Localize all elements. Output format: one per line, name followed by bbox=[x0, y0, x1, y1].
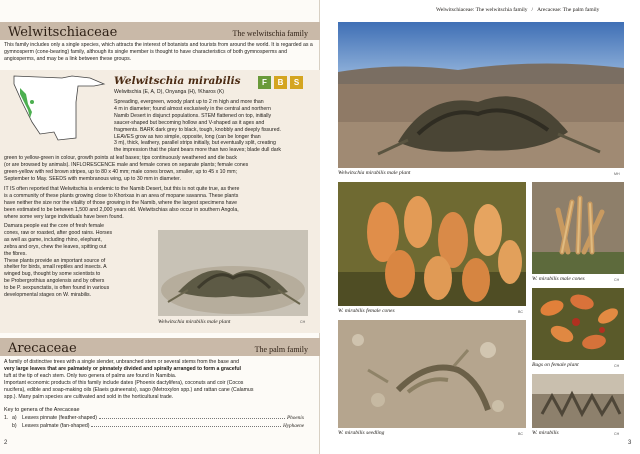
photo-credit: CH bbox=[614, 364, 620, 368]
photo-caption: Welwitschia mirabilis male plant bbox=[338, 170, 411, 176]
photo-bugs bbox=[532, 288, 624, 360]
photo-credit: BC bbox=[518, 432, 523, 436]
photo-female-cones bbox=[338, 182, 526, 306]
family-name: Arecaceae bbox=[8, 341, 77, 356]
species-text-full: green to yellow-green in colour, growth points at leaf bases; tips continuously weathered and die back (or are browsed by animals). INFLORESCENCE male and female cones on separate plants; female cones green-yellow with red brown stripes, up to 80 x 40 mm; male cones brown, smaller, up to 45 x 10 mm; September to May. SEEDS with membranous wing, up to 30 mm in diameter. bbox=[4, 155, 249, 182]
page-number-left: 2 bbox=[4, 440, 8, 446]
photo-caption: Bugs on female plant bbox=[532, 362, 579, 368]
namibia-map-icon bbox=[6, 72, 110, 152]
photo-credit: CH bbox=[614, 278, 620, 282]
species-text-para2: IT IS often reported that Welwitschia is endemic to the Namib Desert, but this is not quite true, as there is a community of these plants growing close to Khorixas in an area of mopane savanna. These plants have neither the size nor the vitality of those growing in the Namib, where the largest specimens have been estimated to be between 1,500 and 2,000 years old. Welwitschias also occur in southern Angola, where some very large individuals have been found. bbox=[4, 186, 240, 220]
family-common-name: The welwitschia family bbox=[232, 29, 308, 38]
photo-caption: W. mirabilis bbox=[532, 430, 559, 436]
family-common-name: The palm family bbox=[254, 345, 308, 354]
species-text-para3: Damara people eat the core of fresh female cones, raw or roasted, after good rains. Horses as well as game, including rhino, elephant, zebra and oryx, chew the leaves, spitting out the fibres. These plants provide an important source of shelter for birds, small reptiles and insects. A winged bug, thought by some scientists to be Probergrothius angolensis and by others to be P. sexpunctatis, is often found in various developmental stages on W. mirabilis. bbox=[4, 223, 113, 299]
badge-s: S bbox=[290, 76, 303, 89]
badge-f: F bbox=[258, 76, 271, 89]
male-plant-credit: CH bbox=[300, 320, 306, 324]
photo-credit: BC bbox=[518, 310, 523, 314]
distribution-map bbox=[6, 72, 110, 152]
key-heading: Key to genera of the Arecaceae bbox=[4, 407, 80, 413]
species-title: Welwitschia mirabilis bbox=[114, 75, 241, 87]
photo-credit: CH bbox=[614, 432, 620, 436]
photo-mirabilis bbox=[532, 374, 624, 428]
species-common-names: Welwitschia (E, A, D), Onyanga (H), !Kharos (K) bbox=[114, 89, 225, 95]
badge-b: B bbox=[274, 76, 287, 89]
photo-credit: MH bbox=[614, 172, 620, 176]
photo-seedling bbox=[338, 320, 526, 428]
welwitschiaceae-header bbox=[0, 22, 320, 40]
key-row: b) Leaves palmate (fan-shaped) Hyphaene bbox=[12, 423, 304, 429]
arecaceae-description: A family of distinctive trees with a single slender, unbranched stem or several stems from the base and very large leaves that are palmately or pinnately divided and spirally arranged to form a graceful tuft at the tip of each stem. Only two genera of palms are found in Namibia. Important economic products of this family include dates (Phoenix dactylifera), coconuts and coir (Cocos nucifera), edible and soap-making oils (Elaeis guineensis), sago (Metroxylon spp.) and rattan cane (Calamus spp.). Many palm species are cultivated and sold in the horticultural trade. bbox=[4, 359, 254, 400]
badge-group bbox=[258, 76, 303, 89]
family-name: Welwitschiaceae bbox=[8, 25, 118, 40]
male-plant-photo bbox=[158, 230, 308, 316]
page-number-right: 3 bbox=[628, 440, 632, 446]
photo-male-cones bbox=[532, 182, 624, 274]
family-description: This family includes only a single species, which attracts the interest of botanists and tourists from around the world. It is regarded as a gymnosperm (cone-bearing) family, although its single member is thought to have characteristics of both gymnosperms and angiosperms, and may be a link between these groups. bbox=[4, 42, 313, 62]
arecaceae-header bbox=[0, 338, 320, 356]
photo-caption: W. mirabilis male cones bbox=[532, 276, 585, 282]
running-head: Welwitschiaceae: The welwitschia family / Arecaceae: The palm family bbox=[436, 7, 600, 13]
male-plant-caption: Welwitschia mirabilis male plant bbox=[158, 319, 231, 325]
photo-male-plant-landscape bbox=[338, 22, 624, 168]
photo-caption: W. mirabilis seedling bbox=[338, 430, 385, 436]
photo-caption: W. mirabilis female cones bbox=[338, 308, 395, 314]
key-row: 1. a) Leaves pinnate (feather-shaped) Phoenix bbox=[4, 415, 304, 421]
species-text-upper: Spreading, evergreen, woody plant up to 2 m high and more than 4 m in diameter; found almost exclusively in the central and northern Namib Desert in disjunct populations. STEM flattened on top, initially saucer-shaped but becoming hollow and V-shaped as it ages and fragments. BARK dark grey to black, tough, knobbly and deeply fissured. LEAVES grow as two simple, opposite, long (can be longer than 3 m), thick, leathery, parallel strips initially, but eventually split, creating the impression that the plant bears more than two leaves; blade dull dark bbox=[114, 99, 281, 154]
